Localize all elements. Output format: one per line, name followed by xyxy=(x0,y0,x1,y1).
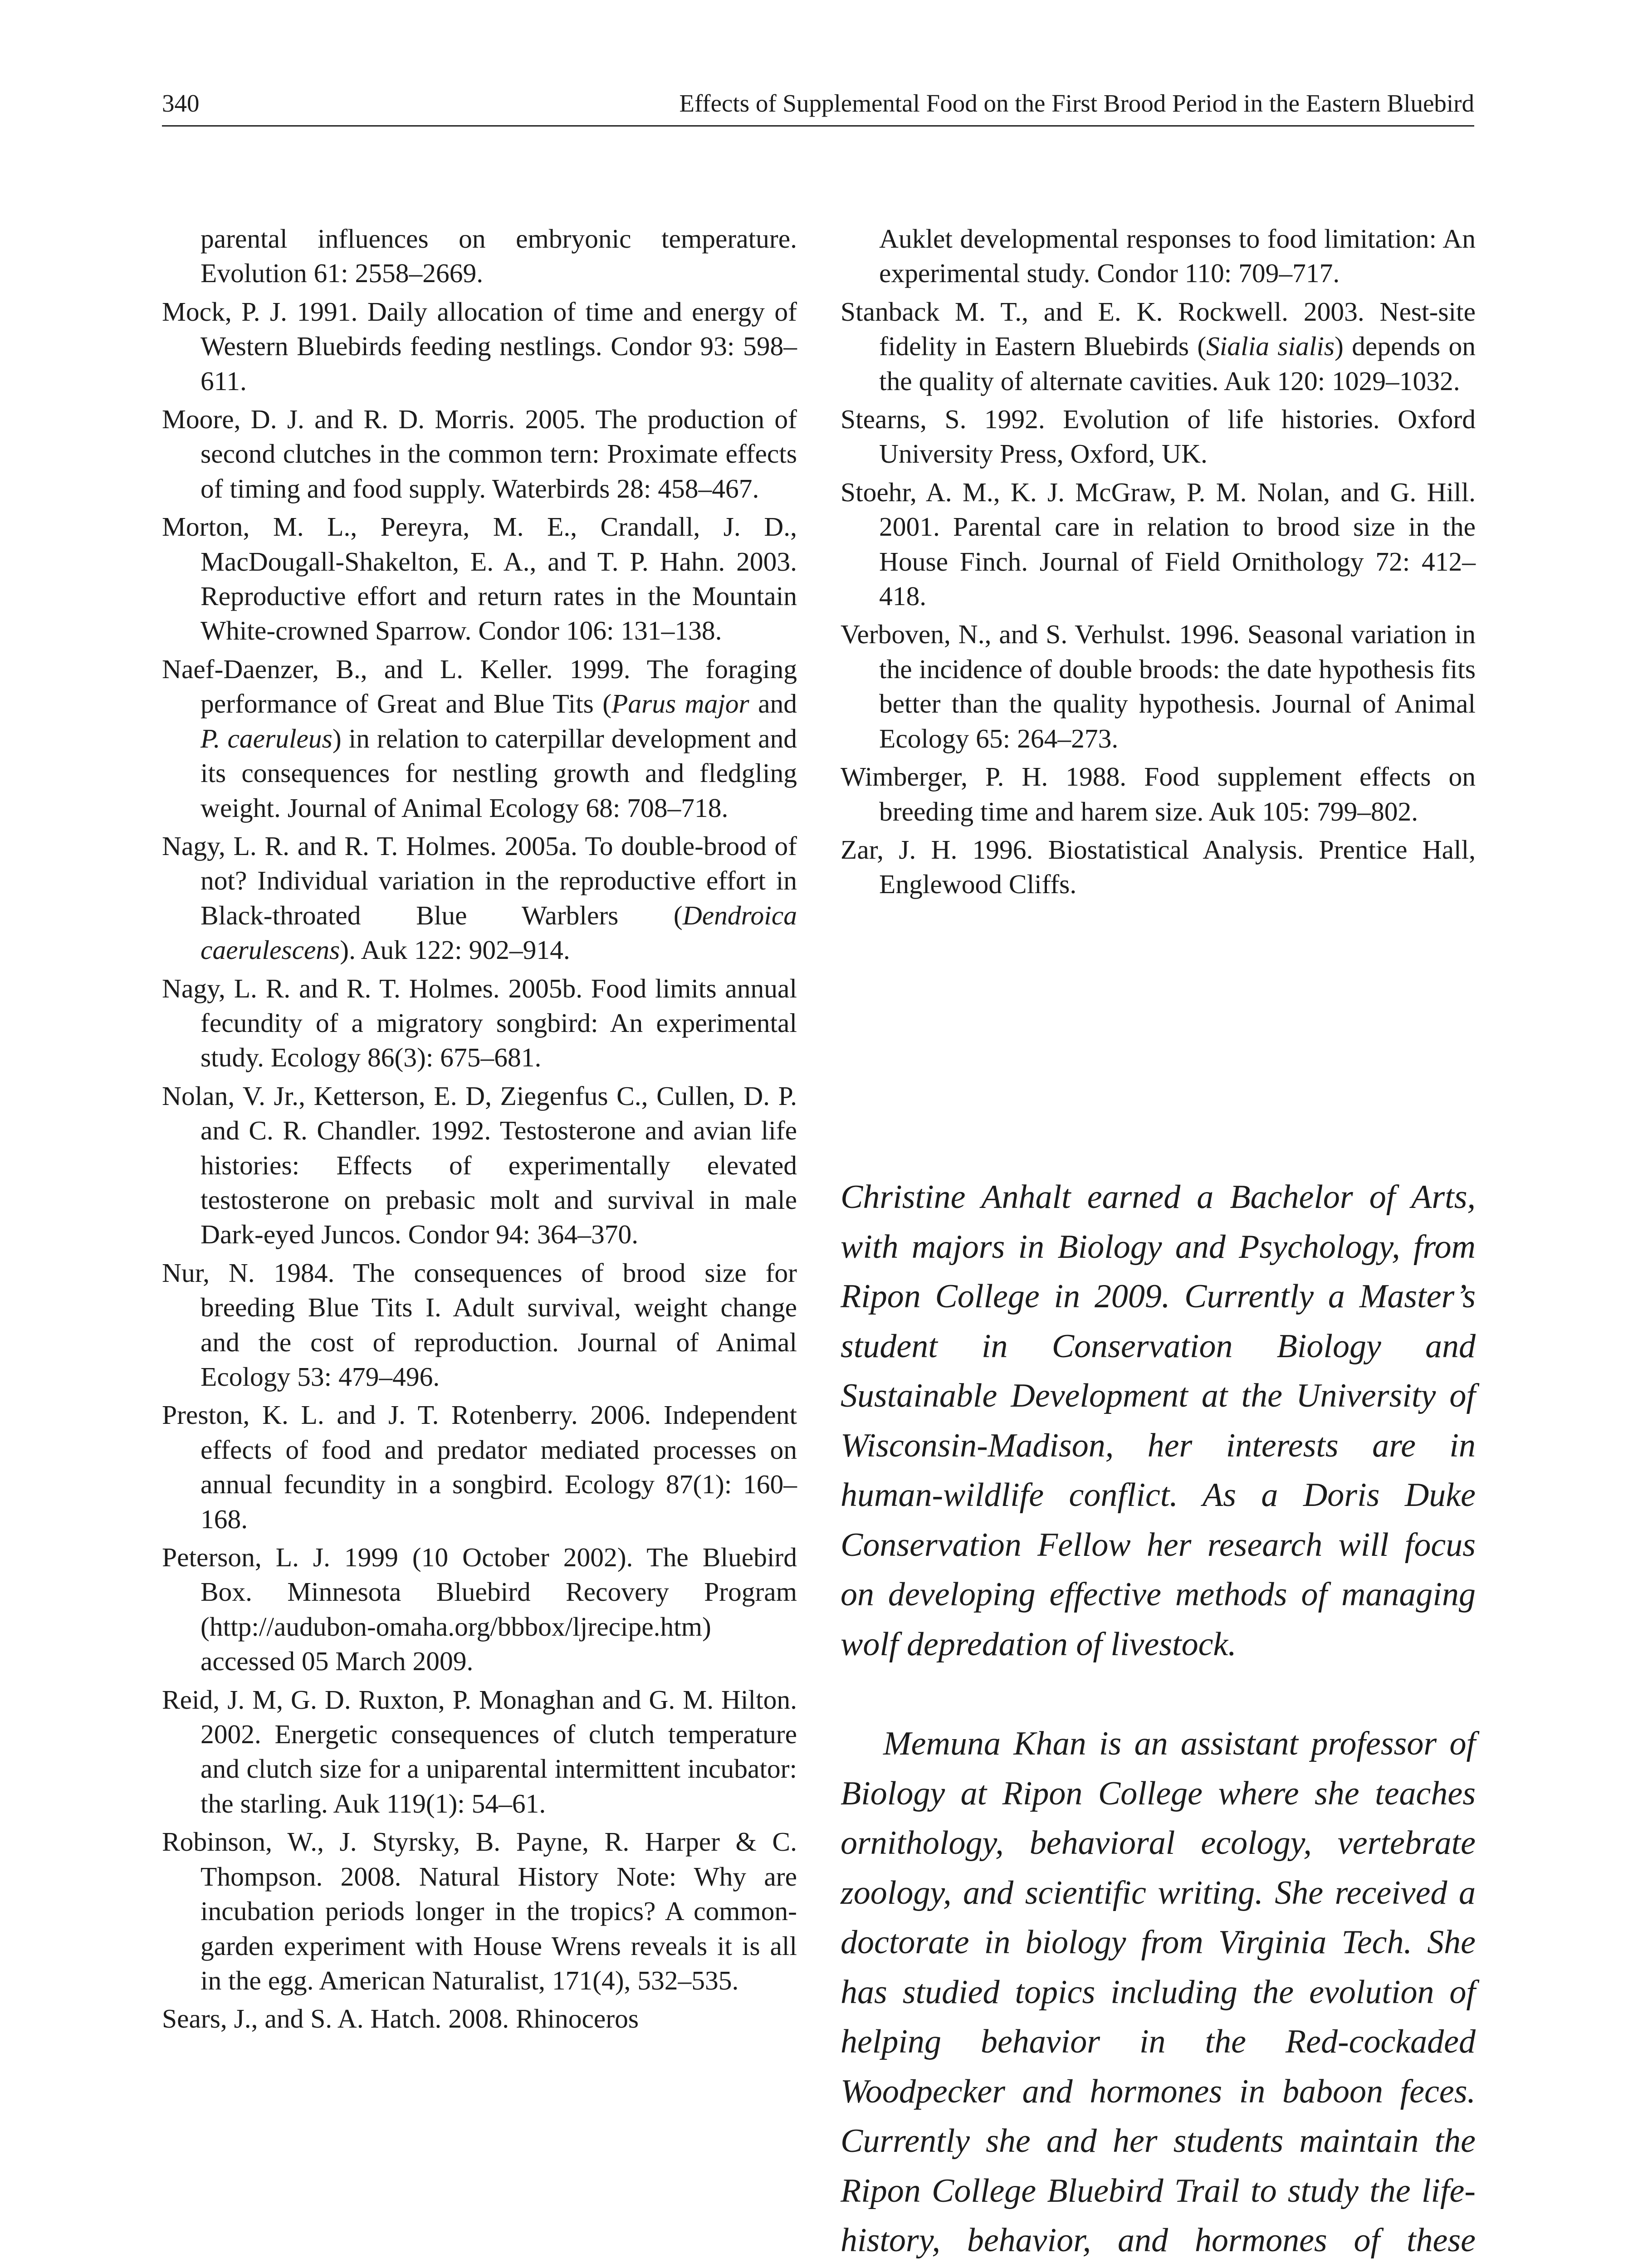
reference-entry: Verboven, N., and S. Verhulst. 1996. Seasonal variation in the incidence of double broods: the date hypothesis fits better than the quality hypothesis. Journal of Animal Ecology 65: 264–273. xyxy=(841,619,1476,753)
reference-entry: Sears, J., and S. A. Hatch. 2008. Rhinoceros xyxy=(162,2004,639,2034)
reference-entry: Morton, M. L., Pereyra, M. E., Crandall, J. D., MacDougall-Shakelton, E. A., and T. P. Hahn. 2003. Reproductive effort and return rates in the Mountain White-crowned Sparrow. Condor 106: 131–138. xyxy=(162,512,797,646)
ref-text: Stanback M. T., and E. K. Rockwell. 2003. Nest-site fidelity in Eastern Bluebirds ( xyxy=(841,296,1476,362)
ref-text: and xyxy=(749,689,797,719)
species-name: Parus major xyxy=(611,689,749,719)
left-reference-column xyxy=(162,221,797,2040)
ref-text: ). Auk 122: 902–914. xyxy=(340,935,570,965)
reference-entry: Stearns, S. 1992. Evolution of life histories. Oxford University Press, Oxford, UK. xyxy=(841,404,1476,469)
author-bio-khan: Memuna Khan is an assistant professor of Biology at Ripon College where she teaches ornithology, behavioral ecology, vertebrate zoology, and scientific writing. She received a doctorate in biology from Virginia Tech. She has studied topics including the evolution of helping behavior in the Red-cockaded Woodpecker and hormones in baboon feces. Currently she and her students maintain the Ripon College Bluebird Trail to study the life-history, behavior, and hormones of these xyxy=(841,1725,1476,2259)
reference-entry: Nolan, V. Jr., Ketterson, E. D, Ziegenfus C., Cullen, D. P. and C. R. Chandler. 1992. Testosterone and avian life histories: Effects of experimentally elevated testosterone on prebasic molt and survival in male Dark-eyed Juncos. Condor 94: 364–370. xyxy=(162,1080,797,1250)
reference-entry: parental influences on embryonic temperature. Evolution 61: 2558–2669. xyxy=(200,224,797,288)
ref-text: ) depends on the quality of alternate cavities. Auk 120: 1029–1032. xyxy=(879,331,1476,396)
reference-entry: Wimberger, P. H. 1988. Food supplement effects on breeding time and harem size. Auk 105: 799–802. xyxy=(841,762,1476,826)
reference-entry: Nagy, L. R. and R. T. Holmes. 2005b. Food limits annual fecundity of a migratory songbird: An experimental study. Ecology 86(3): 675–681. xyxy=(162,973,797,1073)
species-name: P. caeruleus xyxy=(200,723,332,753)
reference-entry xyxy=(162,829,797,968)
reference-entry: Moore, D. J. and R. D. Morris. 2005. The production of second clutches in the common tern: Proximate effects of timing and food supply. Waterbirds 28: 458–467. xyxy=(162,404,797,503)
ref-text: Nagy, L. R. and R. T. Holmes. 2005a. To double-brood of not? Individual variation in the reproductive effort in Black-throated Blue Warblers ( xyxy=(162,831,797,930)
reference-entry xyxy=(841,294,1476,398)
running-header xyxy=(162,87,1474,127)
reference-entry: Stoehr, A. M., K. J. McGraw, P. M. Nolan, and G. Hill. 2001. Parental care in relation to brood size in the House Finch. Journal of Field Ornithology 72: 412–418. xyxy=(841,477,1476,611)
reference-entry: Zar, J. H. 1996. Biostatistical Analysis. Prentice Hall, Englewood Cliffs. xyxy=(841,834,1476,899)
reference-entry: Reid, J. M, G. D. Ruxton, P. Monaghan and G. M. Hilton. 2002. Energetic consequences of clutch temperature and clutch size for a uniparental intermittent incubator: the starling. Auk 119(1): 54–61. xyxy=(162,1684,797,1818)
reference-entry: Preston, K. L. and J. T. Rotenberry. 2006. Independent effects of food and predator mediated processes on annual fecundity in a songbird. Ecology 87(1): 160–168. xyxy=(162,1400,797,1534)
ref-text: ) in relation to caterpillar development and its consequences for nestling growth and fledgling weight. Journal of Animal Ecology 68: 708–718. xyxy=(200,723,797,823)
author-bio-anhalt: Christine Anhalt earned a Bachelor of Arts, with majors in Biology and Psychology, from Ripon College in 2009. Currently a Master’s student in Conservation Biology and Sustainable Development at the University of Wisconsin-Madison, her interests are in human-wildlife conflict. As a Doris Duke Conservation Fellow her research will focus on developing effective methods of managing wolf depredation of livestock. xyxy=(841,1178,1476,1663)
ref-text: Naef-Daenzer, B., and L. Keller. 1999. The foraging performance of Great and Blue Tits ( xyxy=(162,654,797,719)
right-reference-column xyxy=(841,221,1476,905)
page-number: 340 xyxy=(162,89,200,117)
reference-entry: Mock, P. J. 1991. Daily allocation of time and energy of Western Bluebirds feeding nestlings. Condor 93: 598–611. xyxy=(162,296,797,396)
reference-entry: Robinson, W., J. Styrsky, B. Payne, R. Harper & C. Thompson. 2008. Natural History Note: Why are incubation periods longer in the tropics? A common-garden experiment with House Wrens reveals it is all in the egg. American Naturalist, 171(4), 532–535. xyxy=(162,1827,797,1995)
species-name: Dendroica caerulescens xyxy=(200,900,797,965)
reference-entry: Auklet developmental responses to food limitation: An experimental study. Condor 110: 709–717. xyxy=(879,224,1476,288)
running-title: Effects of Supplemental Food on the First Brood Period in the Eastern Bluebird xyxy=(679,89,1474,117)
reference-entry: Peterson, L. J. 1999 (10 October 2002). The Bluebird Box. Minnesota Bluebird Recovery Program (http://audubon-omaha.org/bbbox/ljrecipe.htm) accessed 05 March 2009. xyxy=(162,1542,797,1677)
reference-entry: Nur, N. 1984. The consequences of brood size for breeding Blue Tits I. Adult survival, weight change and the cost of reproduction. Journal of Animal Ecology 53: 479–496. xyxy=(162,1257,797,1392)
species-name: Sialia sialis xyxy=(1206,331,1335,362)
reference-entry xyxy=(162,652,797,825)
